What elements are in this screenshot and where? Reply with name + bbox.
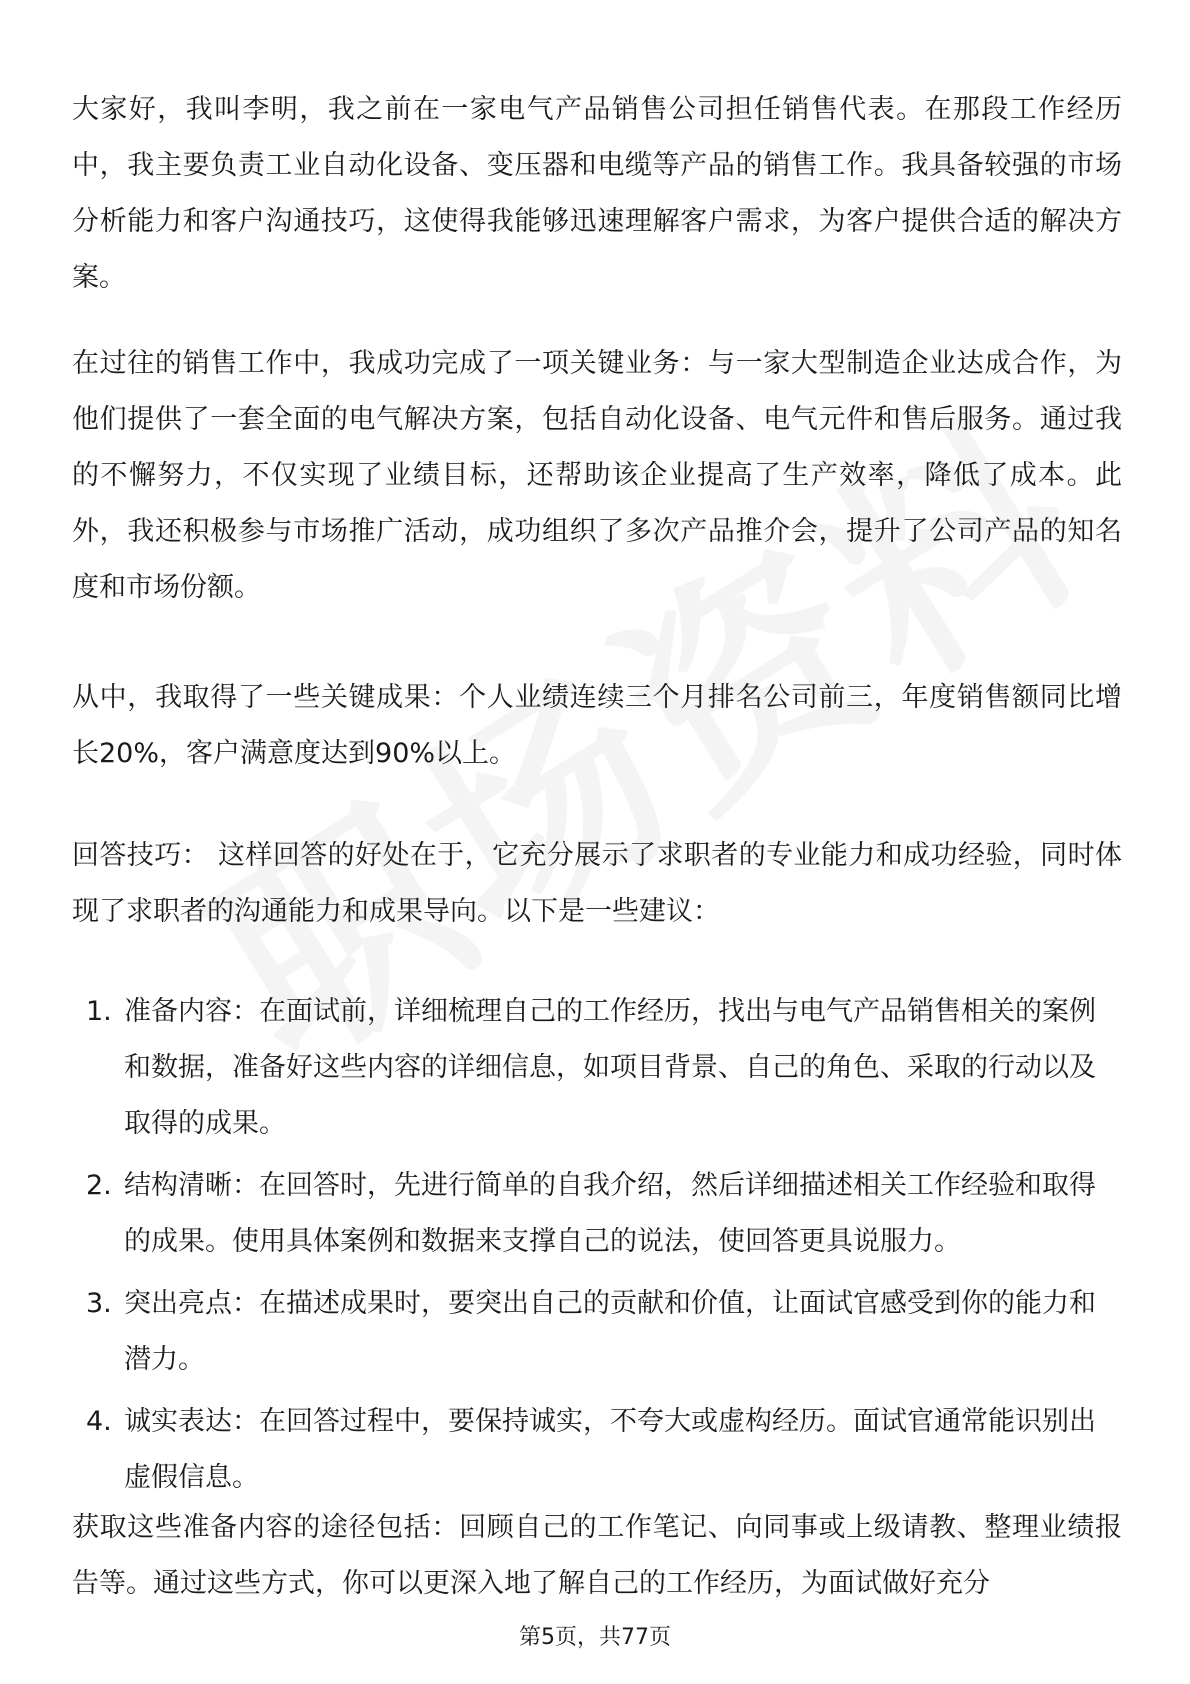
- list-item-number: 2.: [86, 1170, 112, 1201]
- paragraph-closing: 获取这些准备内容的途径包括：回顾自己的工作笔记、向同事或上级请教、整理业绩报告等。通过这些方式，你可以更深入地了解自己的工作经历，为面试做好充分: [72, 1512, 1122, 1599]
- list-item-number: 1.: [86, 996, 112, 1027]
- list-item: [72, 1276, 1122, 1388]
- list-item: [72, 1158, 1122, 1270]
- list-item-number: 3.: [86, 1288, 112, 1319]
- paragraph-tips-intro: 回答技巧： 这样回答的好处在于，它充分展示了求职者的专业能力和成功经验，同时体现了求职者的沟通能力和成果导向。以下是一些建议：: [72, 840, 1122, 927]
- list-item: [72, 1394, 1122, 1506]
- list-item-text: 突出亮点：在描述成果时，要突出自己的贡献和价值，让面试官感受到你的能力和潜力。: [124, 1288, 1096, 1375]
- list-item-text: 结构清晰：在回答时，先进行简单的自我介绍，然后详细描述相关工作经验和取得的成果。使用具体案例和数据来支撑自己的说法，使回答更具说服力。: [124, 1170, 1096, 1257]
- paragraph-experience: 在过往的销售工作中，我成功完成了一项关键业务：与一家大型制造企业达成合作，为他们提供了一套全面的电气解决方案，包括自动化设备、电气元件和售后服务。通过我的不懈努力，不仅实现了业绩目标，还帮助该企业提高了生产效率，降低了成本。此外，我还积极参与市场推广活动，成功组织了多次产品推介会，提升了公司产品的知名度和市场份额。: [72, 348, 1122, 603]
- paragraph-results: 从中，我取得了一些关键成果：个人业绩连续三个月排名公司前三，年度销售额同比增长20%，客户满意度达到90%以上。: [72, 682, 1122, 769]
- list-item-text: 诚实表达：在回答过程中，要保持诚实，不夸大或虚构经历。面试官通常能识别出虚假信息。: [124, 1406, 1096, 1493]
- page-number: 第5页，共77页: [519, 1625, 671, 1650]
- list-item: [72, 984, 1122, 1152]
- list-item-text: 准备内容：在面试前，详细梳理自己的工作经历，找出与电气产品销售相关的案例和数据，准备好这些内容的详细信息，如项目背景、自己的角色、采取的行动以及取得的成果。: [124, 996, 1096, 1139]
- list-item-number: 4.: [86, 1406, 112, 1437]
- paragraph-intro: 大家好，我叫李明，我之前在一家电气产品销售公司担任销售代表。在那段工作经历中，我主要负责工业自动化设备、变压器和电缆等产品的销售工作。我具备较强的市场分析能力和客户沟通技巧，这使得我能够迅速理解客户需求，为客户提供合适的解决方案。: [72, 94, 1122, 293]
- tips-list: [72, 984, 1122, 1512]
